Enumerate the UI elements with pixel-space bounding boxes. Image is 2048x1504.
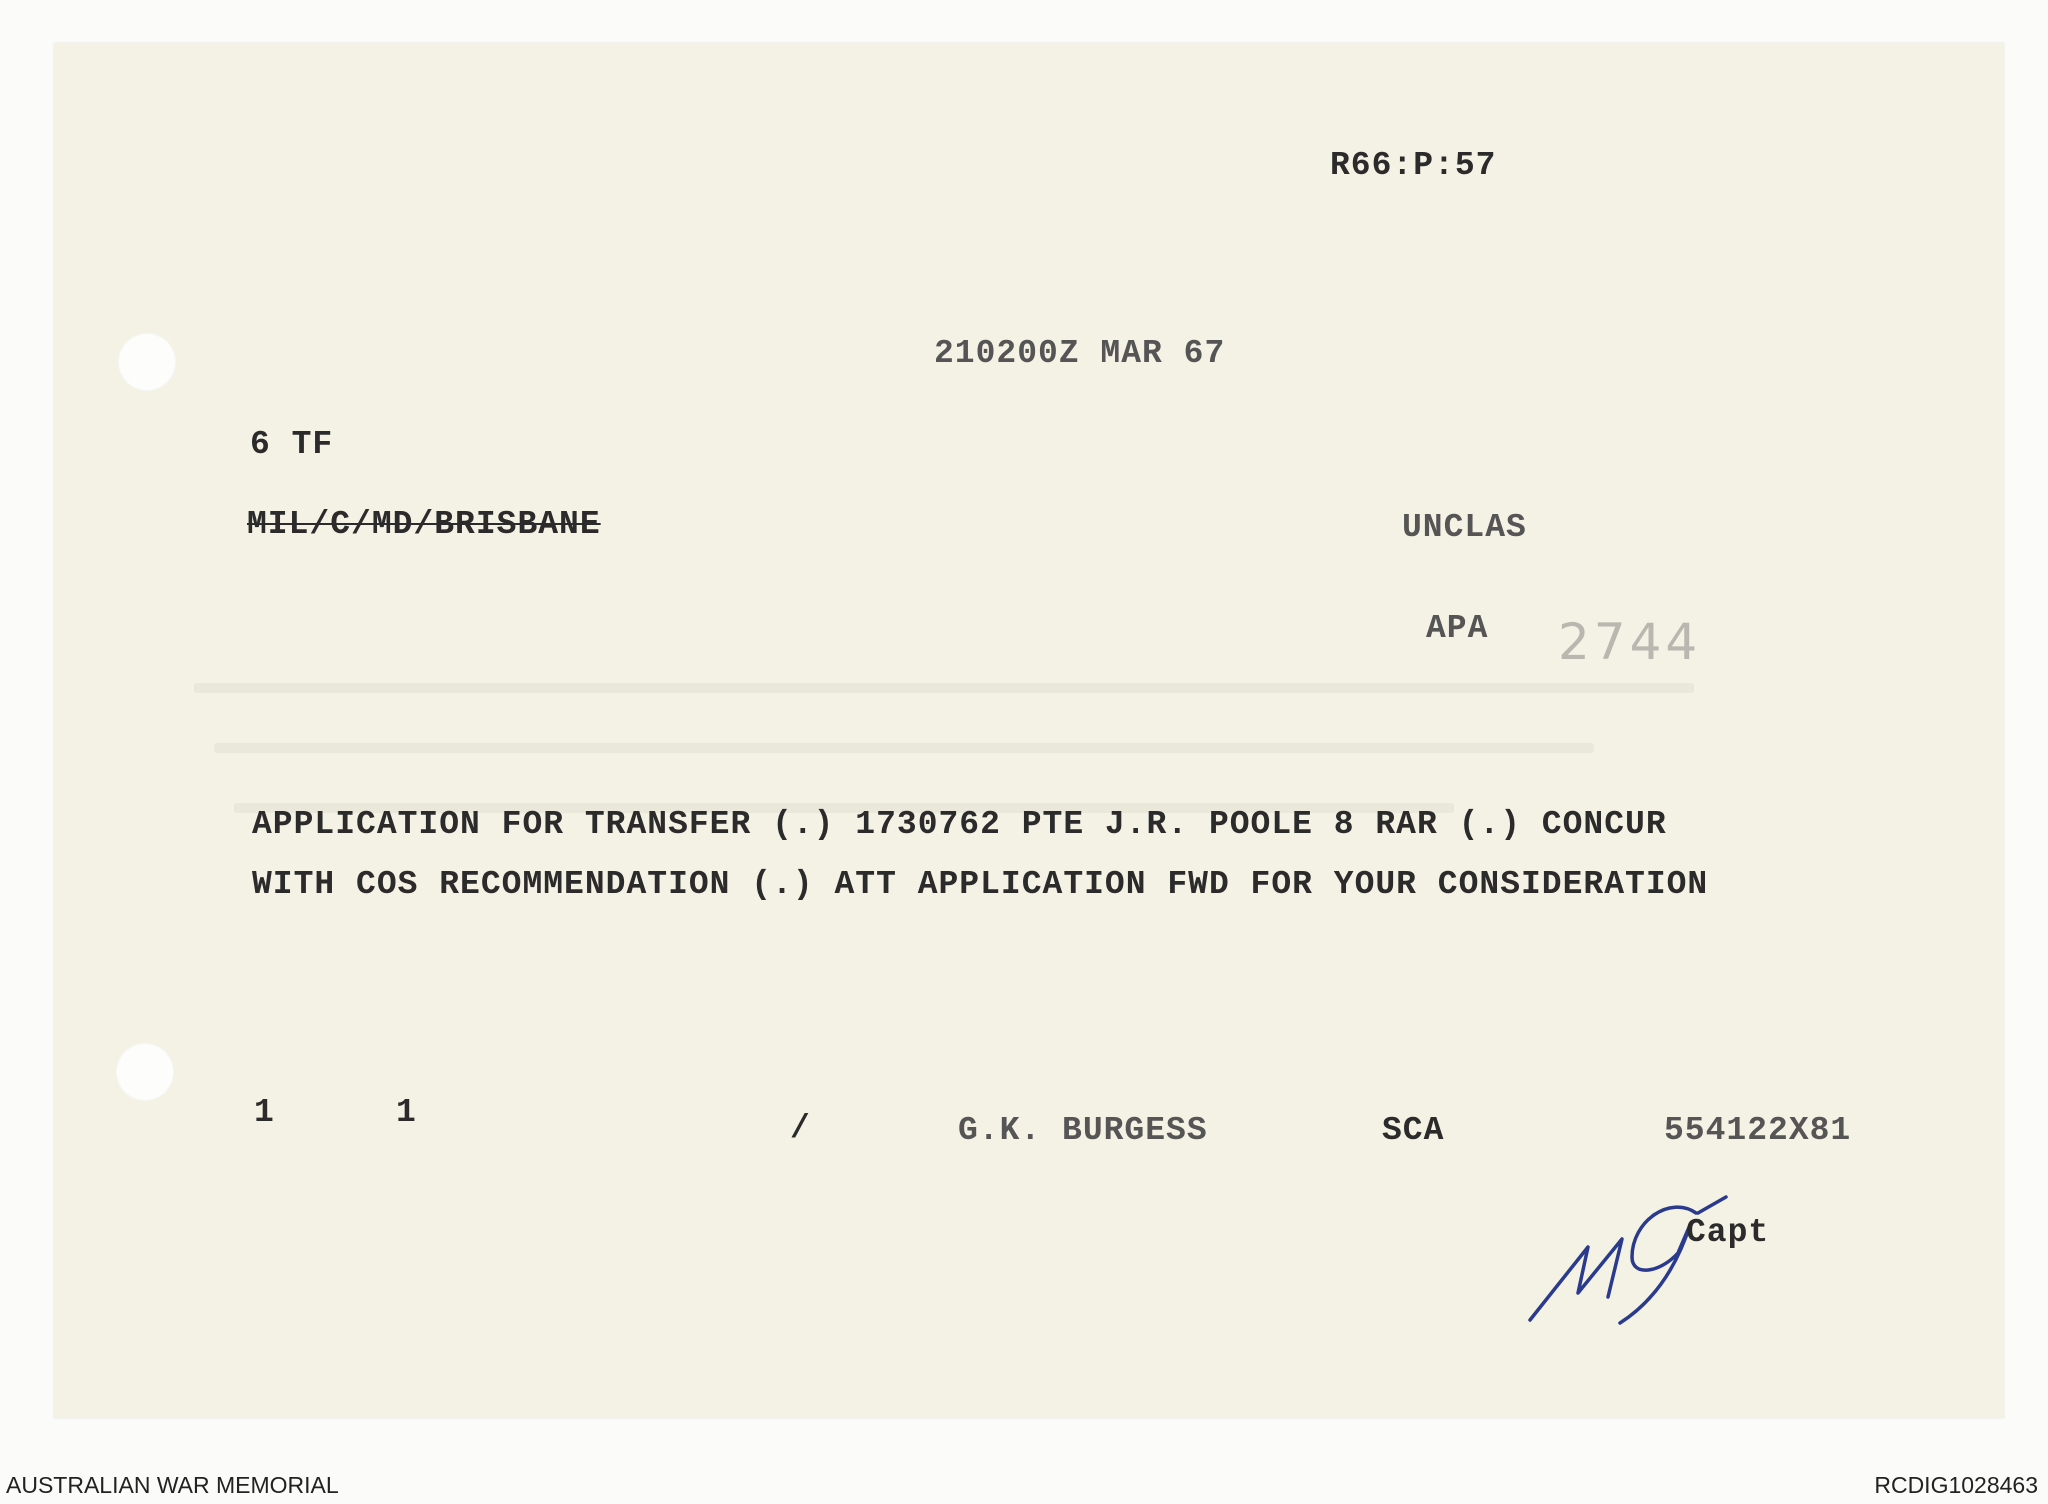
- apa-label: APA: [1426, 610, 1489, 647]
- classification: UNCLAS: [1402, 509, 1527, 546]
- signatory-rank: Capt: [1686, 1214, 1770, 1251]
- message-body-line-1: APPLICATION FOR TRANSFER (.) 1730762 PTE J.R. POOLE 8 RAR (.) CONCUR: [252, 806, 1667, 843]
- precedence-count-2: 1: [396, 1094, 417, 1131]
- punch-hole-top: [118, 333, 176, 391]
- signatory-unit: SCA: [1382, 1112, 1445, 1149]
- show-through-line: [214, 743, 1594, 753]
- signatory-name: G.K. BURGESS: [958, 1112, 1208, 1149]
- originator: 6 TF: [250, 426, 334, 463]
- reference-number: R66:P:57: [1330, 147, 1497, 184]
- date-time-group: 210200Z MAR 67: [934, 335, 1226, 372]
- show-through-line: [194, 683, 1694, 693]
- archive-image-id-caption: RCDIG1028463: [1874, 1472, 2038, 1498]
- punch-hole-bottom: [116, 1043, 174, 1101]
- message-body-line-2: WITH COS RECOMMENDATION (.) ATT APPLICATION FWD FOR YOUR CONSIDERATION: [252, 866, 1709, 903]
- slash-mark: /: [790, 1110, 811, 1147]
- apa-number-stamp: 2744: [1558, 613, 1702, 671]
- signatory-number: 554122X81: [1664, 1112, 1852, 1149]
- archive-institution-caption: AUSTRALIAN WAR MEMORIAL: [6, 1472, 339, 1498]
- addressee: MIL/C/MD/BRISBANE: [247, 506, 601, 543]
- precedence-count-1: 1: [254, 1094, 275, 1131]
- message-form-paper: [54, 43, 2004, 1418]
